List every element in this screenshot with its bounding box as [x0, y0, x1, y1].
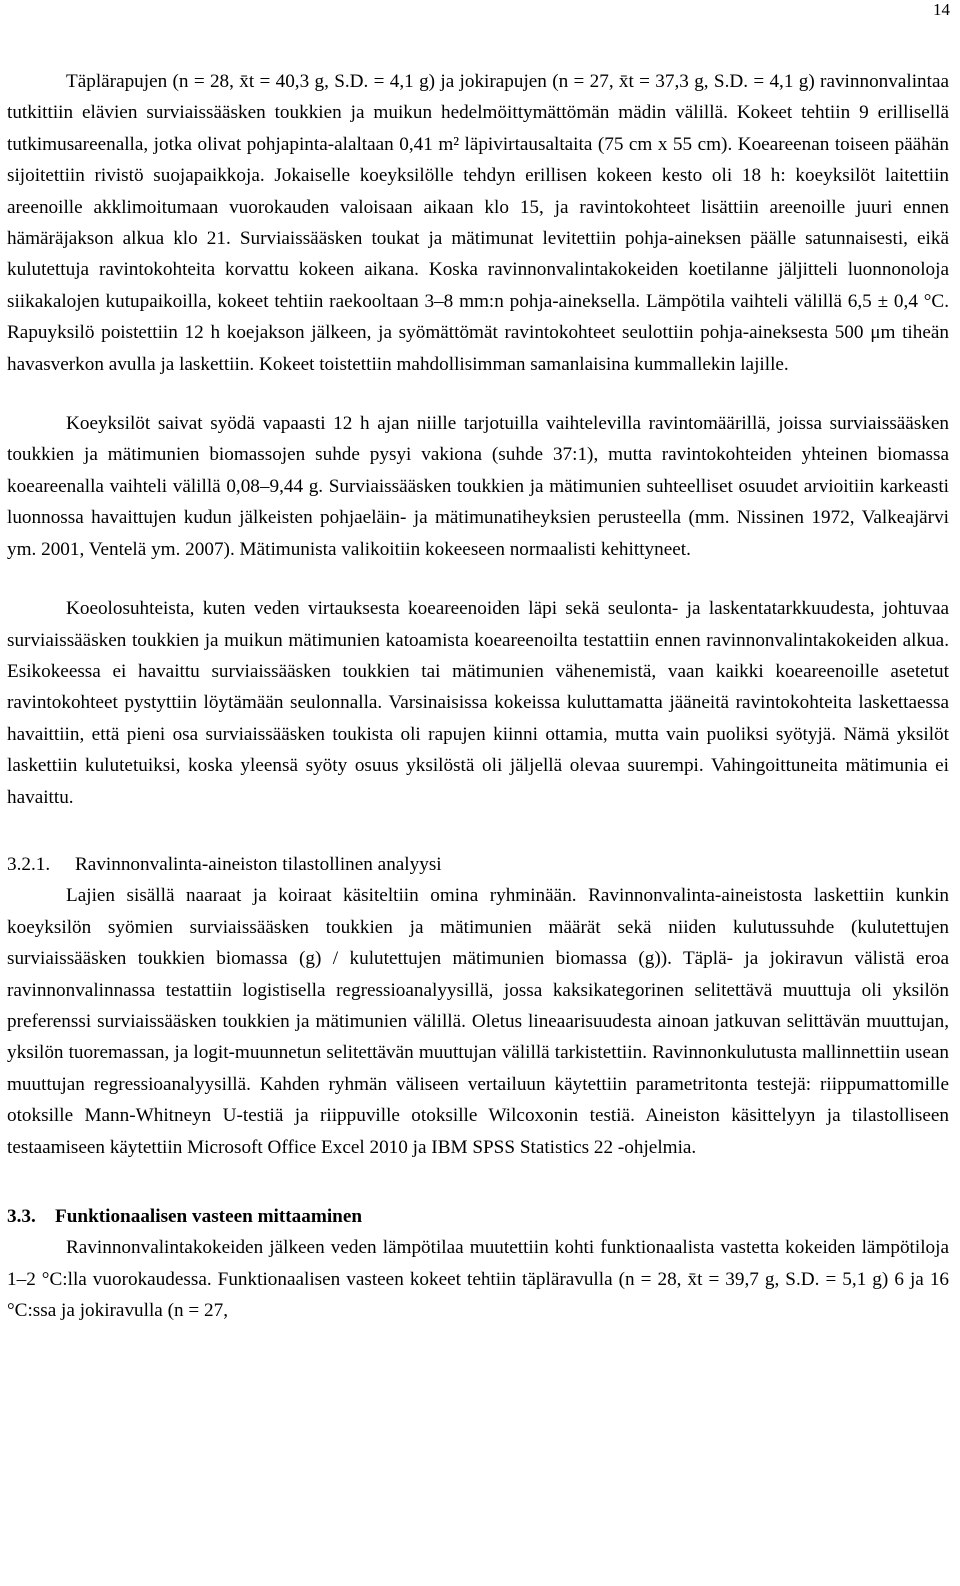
paragraph-experiment-setup: Täplärapujen (n = 28, x̄t = 40,3 g, S.D. = 4,1 g) ja jokirapujen (n = 27, x̄t = 37,3 g, S.D. = 4,1 g) ravinnonvalintaa tutkittiin elävien surviaissääsken toukkien ja muikun hedelmöittymättömän mädin välillä. Kokeet tehtiin 9 erillisellä tutkimusareenalla, jotka olivat pohjapinta-alaltaan 0,41 m² läpivirtausaltaita (75 cm x 55 cm). Koeareenan toiseen päähän sijoitettiin rivistö suojapaikkoja. Jokaiselle koeyksilölle tehdyn erillisen kokeen kesto oli 18 h: koeyksilöt laitettiin areenoille akklimoitumaan vuorokauden valoisaan aikaan klo 15, ja ravintokohteet lisättiin areenoille juuri ennen hämäräjakson alkua klo 21. Surviaissääsken toukat ja mätimunat levitettiin pohja-aineksen päälle satunnaisesti, eikä kulutettuja ravintokohteita korvattu kokeen aikana. Koska ravinnonvalintakokeiden koetilanne jäljitteli luonnonoloja siikakalojen kutupaikoilla, kokeet tehtiin raekooltaan 3–8 mm:n pohja-aineksella. Lämpötila vaihteli välillä 6,5 ± 0,4 °C. Rapuyksilö poistettiin 12 h koejakson jälkeen, ja syömättömät ravintokohteet seulottiin pohja-aineksesta 500 μm tiheän havasverkon avulla ja laskettiin. Kokeet toistettiin mahdollisimman samanlaisina kummallekin lajille.: [7, 71, 949, 375]
paragraph-functional-response: Ravinnonvalintakokeiden jälkeen veden lämpötilaa muutettiin kohti funktionaalista vastetta kokeiden lämpötiloja 1–2 °C:lla vuorokaudessa. Funktionaalisen vasteen kokeet tehtiin täpläravulla (n = 28, x̄t = 39,7 g, S.D. = 5,1 g) 6 ja 16 °C:ssa ja jokiravulla (n = 27,: [7, 1237, 949, 1322]
section-number: 3.2.1.: [7, 853, 51, 875]
section-heading-3-3: [7, 1201, 949, 1232]
paragraph-statistical-analysis: Lajien sisällä naaraat ja koiraat käsiteltiin omina ryhminään. Ravinnonvalinta-aineistosta laskettiin kunkin koeyksilön syömien surviaissääsken toukkien ja mätimunien määrät sekä niiden kulutussuhde (kulutettujen surviaissääsken toukkien biomassa (g) / kulutettujen mätimunien biomassa (g)). Täplä- ja jokiravun välistä eroa ravinnonvalinnassa testattiin logistisella regressioanalyysillä, jossa kaksikategorinen selitettävä muuttuja oli yksilön preferenssi surviaissääsken toukkien ja mätimunien välillä. Oletus lineaarisuudesta ainoan jatkuvan selittävän muuttujan, yksilön tuoremassan, ja logit-muunnetun selitettävän muuttujan välillä tarkistettiin. Ravinnonkulutusta mallinnettiin usean muuttujan regressioanalyysillä. Kahden ryhmän väliseen vertailuun käytettiin parametritonta testejä: riippumattomille otoksille Mann-Whitneyn U-testiä ja riippuville otoksille Wilcoxonin testiä. Aineiston käsittelyyn ja tilastolliseen testaamiseen käytettiin Microsoft Office Excel 2010 ja IBM SPSS Statistics 22 -ohjelmia.: [7, 885, 949, 1158]
paragraph-food-ratio: Koeyksilöt saivat syödä vapaasti 12 h ajan niille tarjotuilla vaihtelevilla ravintomäärillä, joissa surviaissääsken toukkien ja mätimunien biomassojen suhde pysyi vakiona (suhde 37:1), mutta ravintokohteiden yhteinen biomassa koeareenalla vaihteli välillä 0,08–9,44 g. Surviaissääsken toukkien ja mätimunien suhteelliset osuudet arvioitiin karkeasti luonnossa havaittujen kudun jälkeisten pohjaeläin- ja mätimunatiheyksien perusteella (mm. Nissinen 1972, Valkeajärvi ym. 2001, Ventelä ym. 2007). Mätimunista valikoitiin kokeeseen normaalisti kehittyneet.: [7, 413, 949, 560]
page-number: 14: [933, 0, 950, 19]
document-body: [7, 66, 949, 1327]
section-title: Funktionaalisen vasteen mittaaminen: [55, 1206, 363, 1227]
section-number: 3.3.: [7, 1206, 36, 1227]
section-title: Ravinnonvalinta-aineiston tilastollinen analyysi: [75, 853, 442, 875]
section-heading-3-2-1: [7, 849, 949, 880]
paragraph-test-conditions: Koeolosuhteista, kuten veden virtauksesta koeareenoiden läpi sekä seulonta- ja laskentatarkkuudesta, johtuvaa surviaissääsken toukkien ja muikun mätimunien katoamista koeareenoilta testattiin ennen ravinnonvalintakokeiden alkua. Esikokeessa ei havaittu surviaissääsken toukkien tai mätimunien vähenemistä, vaan kaikki koeareenoille asetetut ravintokohteet pystyttiin löytämään seulonnalla. Varsinaisissa kokeissa kuluttamatta jääneitä ravintokohteita laskettaessa havaittiin, että pieni osa surviaissääsken toukista oli rapujen kiinni ottamia, mutta vain puoliksi syötyjä. Nämä yksilöt laskettiin kulutetuiksi, koska yleensä syöty osuus yksilöstä oli jäljellä olevaa suurempi. Vahingoittuneita mätimunia ei havaittu.: [7, 598, 949, 808]
